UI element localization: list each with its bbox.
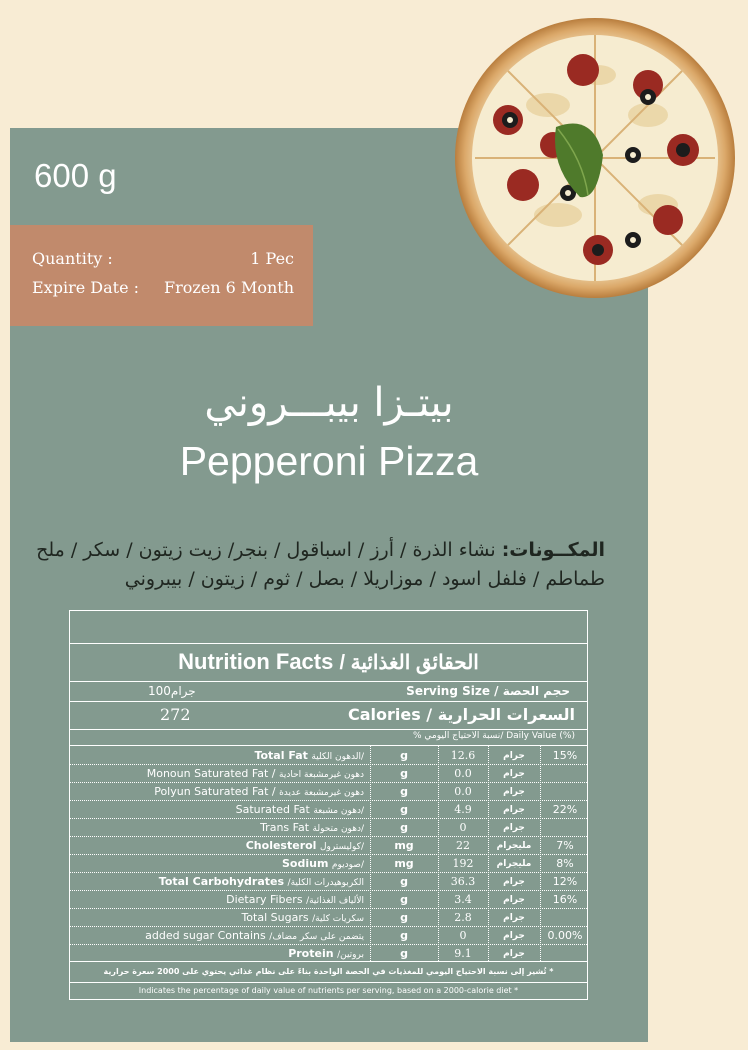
ingredients bbox=[30, 536, 605, 594]
nutrient-unit: g bbox=[400, 767, 408, 780]
divider bbox=[70, 745, 587, 746]
nutrient-daily-percent: 7% bbox=[556, 839, 574, 852]
nutrient-unit-ar: مليجرام bbox=[496, 859, 532, 869]
nutrient-name-ar: دهون غيرمشبعة احادية bbox=[279, 770, 364, 780]
nutrient-unit: g bbox=[400, 785, 408, 798]
nutrient-amount: 0.0 bbox=[454, 767, 472, 780]
column-divider bbox=[438, 745, 439, 961]
nutrient-row bbox=[70, 765, 587, 783]
nutrient-unit-ar: جرام bbox=[503, 913, 525, 923]
nutrient-amount: 0 bbox=[459, 929, 467, 942]
quantity-value: 1 Pec bbox=[250, 249, 294, 268]
nutrient-unit-ar: جرام bbox=[503, 751, 525, 761]
ingredients-text-2: طماطم / فلفل اسود / موزاريلا / بصل / ثوم / زيتون / بيبروني bbox=[124, 568, 605, 590]
nutrient-name-ar: /الكربوهيدرات الكلية bbox=[287, 878, 364, 888]
nutrient-name-ar: /الألياف الغذائية bbox=[306, 896, 364, 906]
nutrient-unit-ar: جرام bbox=[503, 877, 525, 887]
nutrient-unit-ar: جرام bbox=[503, 805, 525, 815]
nutrient-unit: g bbox=[400, 749, 408, 762]
nutrient-amount: 3.4 bbox=[454, 893, 472, 906]
nutrient-name-ar: /يتضمن على سكر مضاف bbox=[269, 932, 364, 942]
nutrient-unit: g bbox=[400, 803, 408, 816]
nutrient-name-en: Dietary Fibers bbox=[226, 893, 303, 906]
nutrient-daily-percent: 15% bbox=[552, 749, 578, 762]
nutrient-amount: 4.9 bbox=[454, 803, 472, 816]
nutrient-unit-ar: جرام bbox=[503, 895, 525, 905]
product-title-english: Pepperoni Pizza bbox=[179, 438, 479, 484]
nutrient-unit-ar: جرام bbox=[503, 931, 525, 941]
daily-value-row bbox=[70, 729, 587, 743]
nutrient-unit-ar: جرام bbox=[503, 949, 525, 959]
nutrient-row bbox=[70, 801, 587, 819]
nutrient-amount: 0.0 bbox=[454, 785, 472, 798]
info-box bbox=[10, 225, 313, 326]
nutrient-name-en: added sugar Contains bbox=[145, 929, 266, 942]
nutrient-amount: 9.1 bbox=[454, 947, 472, 960]
footnote-arabic: * تُشير إلى نسبة الاحتياج اليومي للمغذيات في الحصة الواحدة بناءً على نظام غذائي يحتوي على 2000 سعرة حرارية bbox=[103, 967, 554, 976]
column-divider bbox=[370, 745, 371, 961]
nutrient-name-en: Total Fat bbox=[254, 749, 308, 762]
nutrition-title bbox=[70, 643, 587, 681]
nutrient-unit: g bbox=[400, 947, 408, 960]
nutrient-name-ar: /سكريات كلية bbox=[312, 914, 364, 924]
nutrient-row bbox=[70, 927, 587, 945]
nutrient-unit-ar: مليجرام bbox=[496, 841, 532, 851]
nutrient-row bbox=[70, 891, 587, 909]
quantity-label: Quantity : bbox=[32, 249, 113, 268]
nutrient-name-en: Monoun Saturated Fat / bbox=[146, 767, 276, 780]
nutrient-unit: g bbox=[400, 875, 408, 888]
daily-value-label: % نسبة الاحتياج اليومي/ Daily Value (%) bbox=[412, 731, 575, 741]
nutrient-amount: 22 bbox=[456, 839, 470, 852]
ingredients-text-1: نشاء الذرة / أرز / اسباقول / بنجر/ زيت زيتون / سكر / ملح bbox=[36, 539, 496, 561]
nutrient-name-ar: /بروتين bbox=[337, 950, 364, 960]
nutrition-title-en: Nutrition Facts bbox=[178, 649, 334, 674]
column-divider bbox=[540, 745, 541, 961]
nutrition-title-ar: / الحقائق الغذائية bbox=[339, 652, 479, 674]
nutrient-unit-ar: جرام bbox=[503, 787, 525, 797]
nutrient-name-ar: دهون غيرمشبعة عديدة bbox=[279, 788, 364, 798]
net-weight: 600 g bbox=[34, 157, 117, 194]
nutrient-name-en: Sodium bbox=[282, 857, 329, 870]
expire-row bbox=[32, 278, 294, 297]
nutrient-daily-percent: 22% bbox=[552, 803, 578, 816]
nutrient-name-en: Cholesterol bbox=[245, 839, 317, 852]
nutrient-name-en: Total Sugars bbox=[241, 911, 309, 924]
nutrient-name-ar: دهون متحولة/ bbox=[312, 824, 364, 834]
footnote-english: Indicates the percentage of daily value of nutrients per serving, based on a 2000-calorie diet * bbox=[138, 986, 519, 995]
nutrient-unit-ar: جرام bbox=[503, 769, 525, 779]
calories-label: Calories / السعرات الحرارية bbox=[347, 705, 575, 724]
nutrient-name-en: Protein bbox=[288, 947, 334, 960]
nutrient-unit: g bbox=[400, 821, 408, 834]
nutrient-row bbox=[70, 837, 587, 855]
nutrient-unit: g bbox=[400, 893, 408, 906]
nutrient-row bbox=[70, 909, 587, 927]
nutrient-name-en: Saturated Fat bbox=[235, 803, 310, 816]
column-divider bbox=[488, 745, 489, 961]
nutrient-row bbox=[70, 747, 587, 765]
nutrient-name-ar: صوديوم/ bbox=[331, 860, 364, 870]
quantity-row bbox=[32, 249, 294, 268]
nutrient-daily-percent: 0.00% bbox=[547, 929, 583, 942]
divider bbox=[70, 961, 587, 962]
nutrient-row bbox=[70, 873, 587, 891]
nutrient-daily-percent: 8% bbox=[556, 857, 574, 870]
ingredients-line-1 bbox=[30, 536, 605, 565]
nutrient-unit: g bbox=[400, 911, 408, 924]
ingredients-label: المكــونات: bbox=[501, 539, 605, 561]
nutrient-amount: 0 bbox=[459, 821, 467, 834]
nutrient-daily-percent: 16% bbox=[552, 893, 578, 906]
expire-value: Frozen 6 Month bbox=[164, 278, 294, 297]
nutrient-unit: g bbox=[400, 929, 408, 942]
nutrition-facts-table bbox=[69, 610, 588, 1000]
calories-value: 272 bbox=[160, 705, 191, 724]
calories-row bbox=[70, 701, 587, 729]
serving-size-row bbox=[70, 681, 587, 701]
serving-size-value: 100جرام bbox=[148, 684, 196, 698]
nutrient-row bbox=[70, 855, 587, 873]
expire-label: Expire Date : bbox=[32, 278, 140, 297]
nutrient-name-en: Polyun Saturated Fat / bbox=[154, 785, 276, 798]
nutrient-unit: mg bbox=[394, 839, 414, 852]
nutrient-amount: 12.6 bbox=[450, 749, 476, 762]
nutrient-name-en: Trans Fat bbox=[260, 821, 310, 834]
nutrient-row bbox=[70, 783, 587, 801]
nutrient-unit: mg bbox=[394, 857, 414, 870]
nutrient-amount: 192 bbox=[452, 857, 474, 870]
pizza-image bbox=[448, 15, 738, 300]
nutrient-amount: 36.3 bbox=[450, 875, 476, 888]
nutrient-unit-ar: جرام bbox=[503, 823, 525, 833]
nutrient-amount: 2.8 bbox=[454, 911, 472, 924]
serving-size-label: Serving Size / حجم الحصة bbox=[406, 684, 570, 698]
product-title-arabic: بيتـزا بيبـــروني bbox=[204, 380, 454, 426]
nutrient-name-ar: دهون مشبعة/ bbox=[313, 806, 364, 816]
nutrient-name-ar: كوليسترول/ bbox=[319, 842, 364, 852]
nutrient-name-en: Total Carbohydrates bbox=[158, 875, 285, 888]
nutrient-daily-percent: 12% bbox=[552, 875, 578, 888]
nutrient-row bbox=[70, 819, 587, 837]
nutrient-name-ar: الدهون الكلية/ bbox=[311, 752, 364, 762]
